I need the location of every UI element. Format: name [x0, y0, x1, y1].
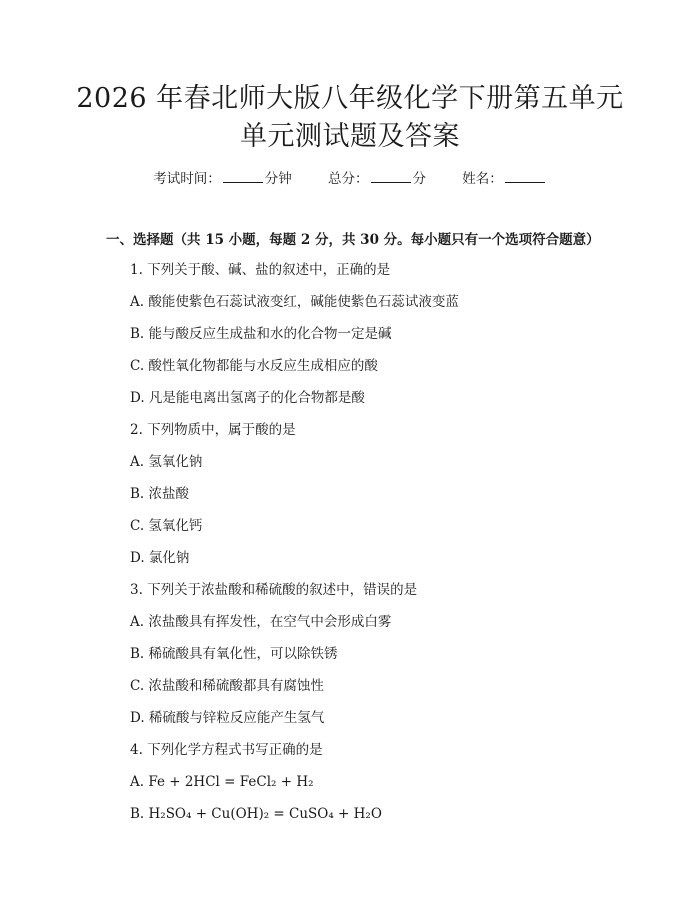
exam-time — [153, 168, 292, 189]
question-stem: 3. 下列关于浓盐酸和稀硫酸的叙述中，错误的是 — [130, 582, 418, 598]
student-name-blank — [505, 168, 545, 183]
total-score-label: 总分： — [328, 171, 369, 187]
question-option: B. 稀硫酸具有氧化性，可以除铁锈 — [130, 646, 338, 662]
question-option: D. 凡是能电离出氢离子的化合物都是酸 — [130, 390, 365, 406]
question-option: D. 氯化钠 — [130, 550, 190, 566]
section-title: 一、选择题（共 15 小题，每题 2 分，共 30 分。每小题只有一个选项符合题意） — [106, 232, 600, 248]
exam-time-label: 考试时间： — [153, 171, 221, 187]
question-option: C. 浓盐酸和稀硫酸都具有腐蚀性 — [130, 678, 324, 694]
question-option: C. 酸性氧化物都能与水反应生成相应的酸 — [130, 358, 378, 374]
student-name — [462, 168, 547, 189]
question-stem: 2. 下列物质中，属于酸的是 — [130, 422, 296, 438]
question-option: A. 酸能使紫色石蕊试液变红，碱能使紫色石蕊试液变蓝 — [130, 294, 459, 310]
question-option: B. H₂SO₄ + Cu(OH)₂ = CuSO₄ + H₂O — [130, 806, 382, 822]
student-name-label: 姓名： — [462, 171, 503, 187]
exam-meta — [0, 168, 700, 189]
question-option: A. 浓盐酸具有挥发性，在空气中会形成白雾 — [130, 614, 392, 630]
document-title-line-2: 单元测试题及答案 — [240, 121, 460, 152]
total-score-unit: 分 — [412, 171, 426, 187]
question-option: A. 氢氧化钠 — [130, 454, 203, 470]
total-score-blank — [371, 168, 411, 183]
question-stem: 1. 下列关于酸、碱、盐的叙述中，正确的是 — [130, 262, 391, 278]
question-stem: 4. 下列化学方程式书写正确的是 — [130, 742, 323, 758]
total-score — [328, 168, 426, 189]
document-title-line-1: 2026 年春北师大版八年级化学下册第五单元 — [76, 83, 624, 114]
question-option: C. 氢氧化钙 — [130, 518, 203, 534]
question-option: D. 稀硫酸与锌粒反应能产生氢气 — [130, 710, 325, 726]
exam-time-blank — [223, 168, 263, 183]
exam-time-unit: 分钟 — [264, 171, 292, 187]
question-option: A. Fe + 2HCl = FeCl₂ + H₂ — [130, 774, 314, 790]
question-option: B. 能与酸反应生成盐和水的化合物一定是碱 — [130, 326, 392, 342]
question-option: B. 浓盐酸 — [130, 486, 190, 502]
